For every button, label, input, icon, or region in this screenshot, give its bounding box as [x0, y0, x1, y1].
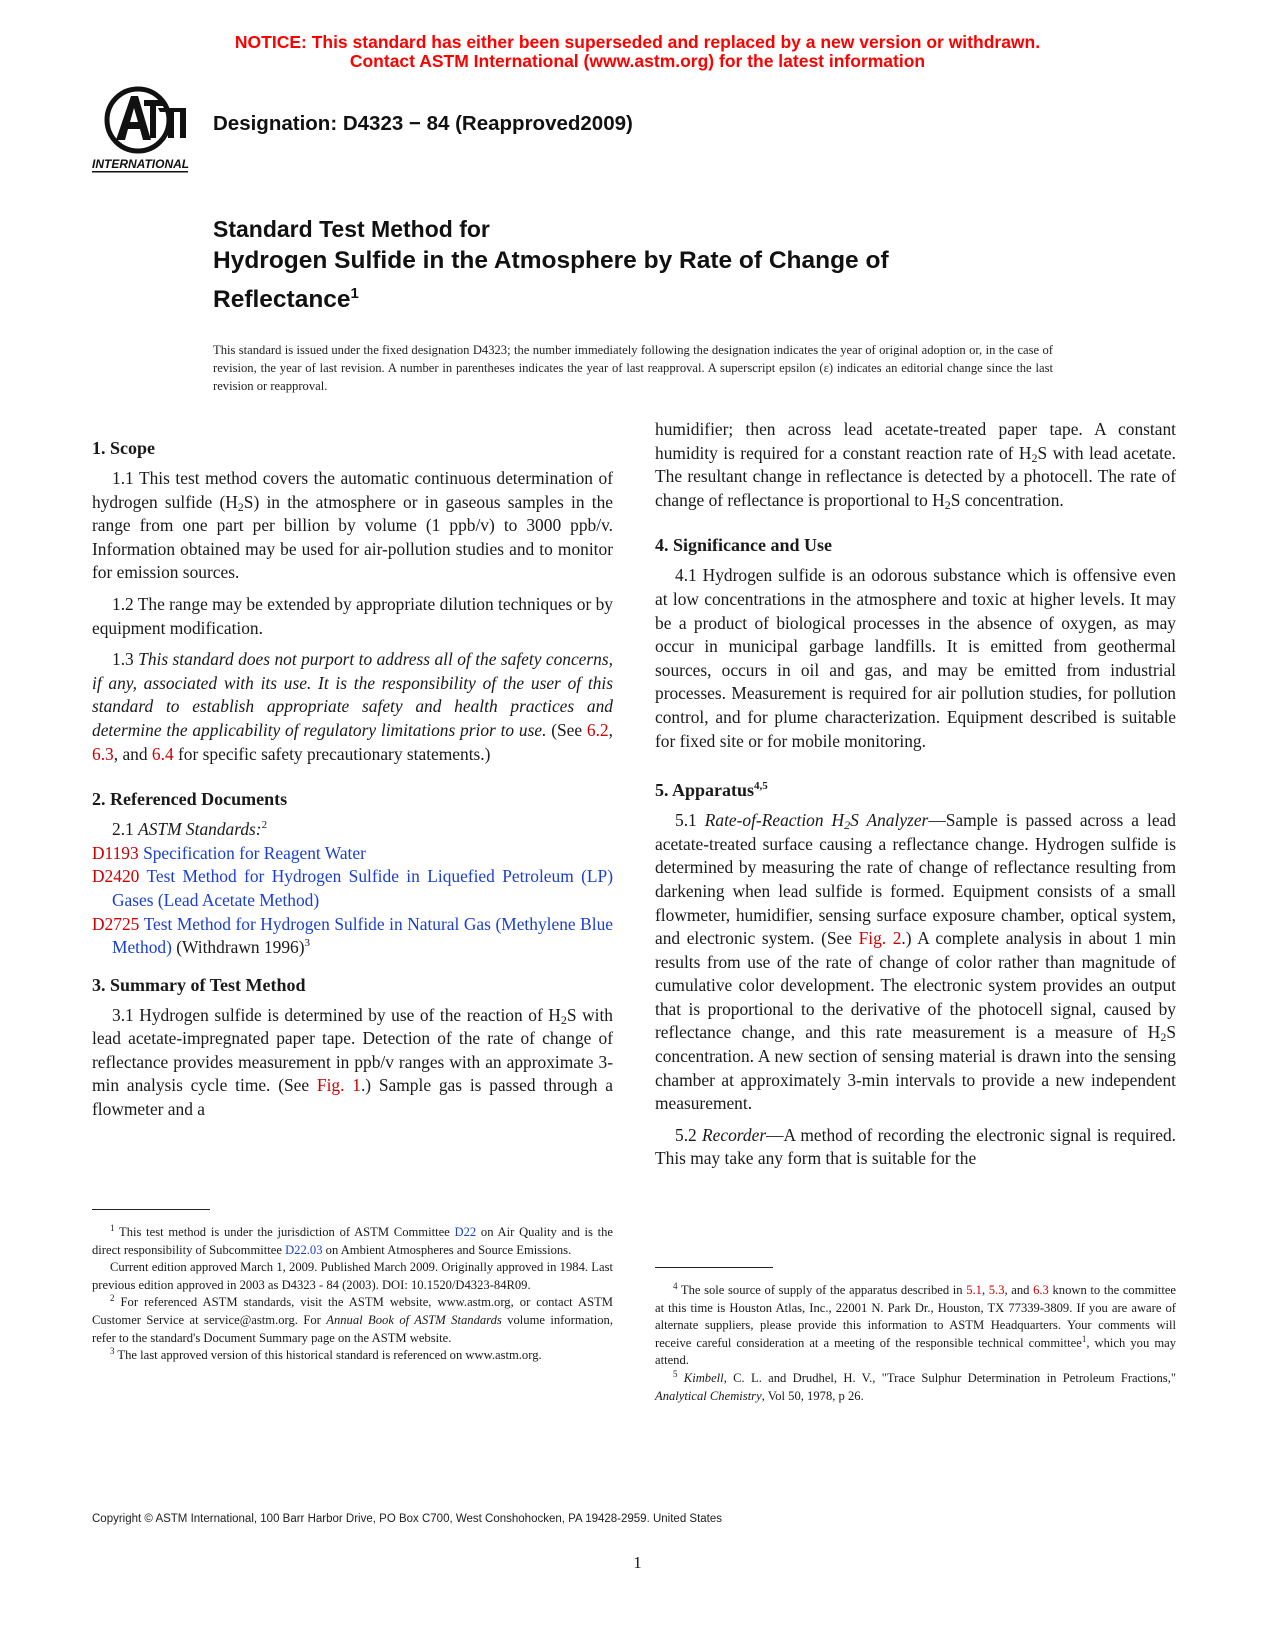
title-line-1: Standard Test Method for [213, 216, 490, 242]
section-heading-summary: 3. Summary of Test Method [92, 974, 306, 995]
link-d2420[interactable]: D2420 [92, 866, 140, 887]
logo-text: INTERNATIONAL [92, 157, 190, 171]
paragraph-1-1: 1.1 This test method covers the automatic continuous determination of hydrogen sulfide $(H_2S)$ in the atmosphere or in gaseous samples in the range from one part per billion by volume (1 ppb/v) to 3000 ppb/v. Information obtained may be used for air-pollution studies and to monitor for emission sources. [92, 468, 613, 583]
document-title [213, 214, 1113, 316]
paragraph-5-1: 5.1 Rate-of-Reaction $H_2S$ Analyzer—Sample is passed across a lead acetate-treated surface causing a reflectance change. Hydrogen sulfide is determined by measuring the rate of change of reflectance resulting from darkening when lead sulfide is formed. Equipment consists of a small flowmeter, humidifier, sensing surface exposure chamber, optical system, and electronic system. (See Fig. 2.) A complete analysis in about 1 min results from use of the rate of change of color rather than magnitude of cumulative color development. The electronic system provides an output that is proportional to the derivative of the photocell signal, caused by reflectance change, and this rate measurement is a measure of $H_2S$ concentration. A new section of sensing material is drawn into the sensing chamber at approximately 3-min intervals to provide a new independent measurement. [655, 810, 1177, 1114]
footnote-1-edition: Current edition approved March 1, 2009. Published March 2009. Originally approved in 1984. Last previous edition approved in 2003 as D4323 - 84 (2003). DOI: 10.1520/D4323-84R09. [92, 1260, 613, 1292]
link-d1193-title[interactable]: Specification for Reagent Water [143, 842, 366, 863]
link-d2420-title[interactable]: Test Method for Hydrogen Sulfide in Liquefied Petroleum (LP) Gases (Lead Acetate Method) [112, 866, 613, 910]
notice-line-1: NOTICE: This standard has either been superseded and replaced by a new version or withdrawn. [234, 32, 1041, 52]
footnotes-right [655, 1267, 1176, 1405]
link-6-3[interactable]: 6.3 [92, 743, 114, 764]
link-fig-2[interactable]: Fig. 2 [858, 928, 902, 949]
footnote-2: $^2$ For referenced ASTM standards, visit the ASTM website, www.astm.org, or contact ASTM Customer Service at service@astm.org. For Annual Book of ASTM Standards volume information, refer to the standard's Document Summary page on the ASTM website. [92, 1293, 613, 1345]
link-d1193[interactable]: D1193 [92, 842, 139, 863]
preamble-note: This standard is issued under the fixed designation D4323; the number immediately following the designation indicates the year of original adoption or, in the case of revision, the year of last revision. A number in parentheses indicates the year of last reapproval. A superscript epsilon (ε) indicates an editorial change since the last revision or reapproval. [213, 343, 1053, 393]
reference-d1193 [92, 842, 613, 866]
link-6-4[interactable]: 6.4 [151, 743, 174, 764]
footnote-5: $^5$ Kimbell, C. L. and Drudhel, H. V., "Trace Sulphur Determination in Petroleum Fractions," Analytical Chemistry, Vol 50, 1978, p 26. [655, 1368, 1176, 1403]
link-d22[interactable]: D22 [454, 1225, 477, 1239]
title-line-3: Reflectance$^1$ [213, 285, 359, 314]
section-heading-referenced-documents: 2. Referenced Documents [92, 789, 288, 810]
title-line-2: Hydrogen Sulfide in the Atmosphere by Rate of Change of [213, 247, 889, 274]
link-5-3[interactable]: 5.3 [988, 1283, 1005, 1297]
section-heading-scope: 1. Scope [92, 438, 155, 458]
link-6-2[interactable]: 6.2 [586, 719, 609, 740]
paragraph-1-2: 1.2 The range may be extended by appropriate dilution techniques or by equipment modification. [92, 593, 613, 638]
link-d2725[interactable]: D2725 [92, 913, 140, 934]
footnote-1: $^1$ This test method is under the jurisdiction of ASTM Committee D22 on Air Quality and is the direct responsibility of Subcommittee D22.03 on Ambient Atmospheres and Source Emissions. [92, 1223, 613, 1257]
link-fig-1[interactable]: Fig. 1 [316, 1075, 361, 1096]
section-heading-significance: 4. Significance and Use [655, 535, 833, 556]
footnotes-left [92, 1209, 613, 1365]
paragraph-1-3: 1.3 This standard does not purport to address all of the safety concerns, if any, associated with its use. It is the responsibility of the user of this standard to establish appropriate safety and health practices and determine the applicability of regulatory limitations prior to use. (See 6.2, 6.3, and 6.4 for specific safety precautionary statements.) [92, 649, 613, 764]
link-5-1[interactable]: 5.1 [966, 1283, 982, 1297]
left-column [92, 437, 613, 1130]
paragraph-5-2: 5.2 Recorder—A method of recording the electronic signal is required. This may take any form that is suitable for the [655, 1124, 1176, 1169]
link-d2725-title[interactable]: Test Method for Hydrogen Sulfide in Natural Gas (Methylene Blue Method) [112, 913, 613, 958]
copyright-line: Copyright © ASTM International, 100 Barr Harbor Drive, PO Box C700, West Conshohocken, PA 19428-2959. United States [92, 1513, 723, 1525]
paragraph-4-1: 4.1 Hydrogen sulfide is an odorous substance which is offensive even at low concentrations in the atmosphere and toxic at higher levels. It may be a product of biological processes in the absence of oxygen, as may occur in municipal garbage landfills. It is emitted from geothermal sources, occurs in oil and gas, and may be emitted from industrial processes. Measurement is required for air pollution studies, for pollution control, and for plume characterization. Equipment described is suitable for fixed site or for mobile monitoring. [655, 565, 1176, 751]
withdrawal-notice [0, 33, 1275, 71]
footnote-divider [655, 1267, 773, 1268]
notice-line-2: Contact ASTM International (www.astm.org) for the latest information [349, 51, 926, 71]
section-heading-apparatus: 5. Apparatus$^{4,5}$ [655, 780, 768, 801]
link-d22-03[interactable]: D22.03 [285, 1242, 323, 1257]
paragraph-3-1-continued: humidifier; then across lead acetate-treated paper tape. A constant humidity is required for a constant reaction rate of $H_2S$ with lead acetate. The resultant change in reflectance is detected by a photocell. The rate of change of reflectance is proportional to $H_2S$ concentration. [655, 419, 1177, 512]
page-number: 1 [633, 1553, 642, 1572]
reference-d2420 [92, 865, 613, 912]
footnote-divider [92, 1209, 210, 1210]
astm-logo [88, 82, 200, 182]
link-6-3-fn[interactable]: 6.3 [1033, 1283, 1049, 1297]
footnote-3: $^3$ The last approved version of this historical standard is referenced on www.astm.org. [110, 1346, 542, 1363]
right-column [655, 418, 1176, 1179]
paragraph-3-1: 3.1 Hydrogen sulfide is determined by use of the reaction of $H_2S$ with lead acetate-impregnated paper tape. Detection of the rate of change of reflectance provides measurement in ppb/v ranges with an approximate 3-min analysis cycle time. (See Fig. 1.) Sample gas is passed through a flowmeter and a [92, 1004, 613, 1120]
paragraph-2-1: 2.1 ASTM Standards:$^2$ [112, 819, 268, 840]
footnote-4: $^4$ The sole source of supply of the apparatus described in 5.1, 5.3, and 6.3 known to the committee at this time is Houston Atlas, Inc., 22001 N. Park Dr., Houston, TX 77339-3809. If you are aware of alternate suppliers, please provide this information to ASTM Headquarters. Your comments will receive careful consideration at a meeting of the responsible technical committee$^1$, which you may attend. [655, 1281, 1177, 1368]
designation: Designation: D4323 − 84 (Reapproved2009) [213, 112, 633, 135]
reference-d2725: D2725 Test Method for Hydrogen Sulfide in Natural Gas (Methylene Blue Method) (Withdrawn 1996)$^3$ [92, 913, 613, 958]
